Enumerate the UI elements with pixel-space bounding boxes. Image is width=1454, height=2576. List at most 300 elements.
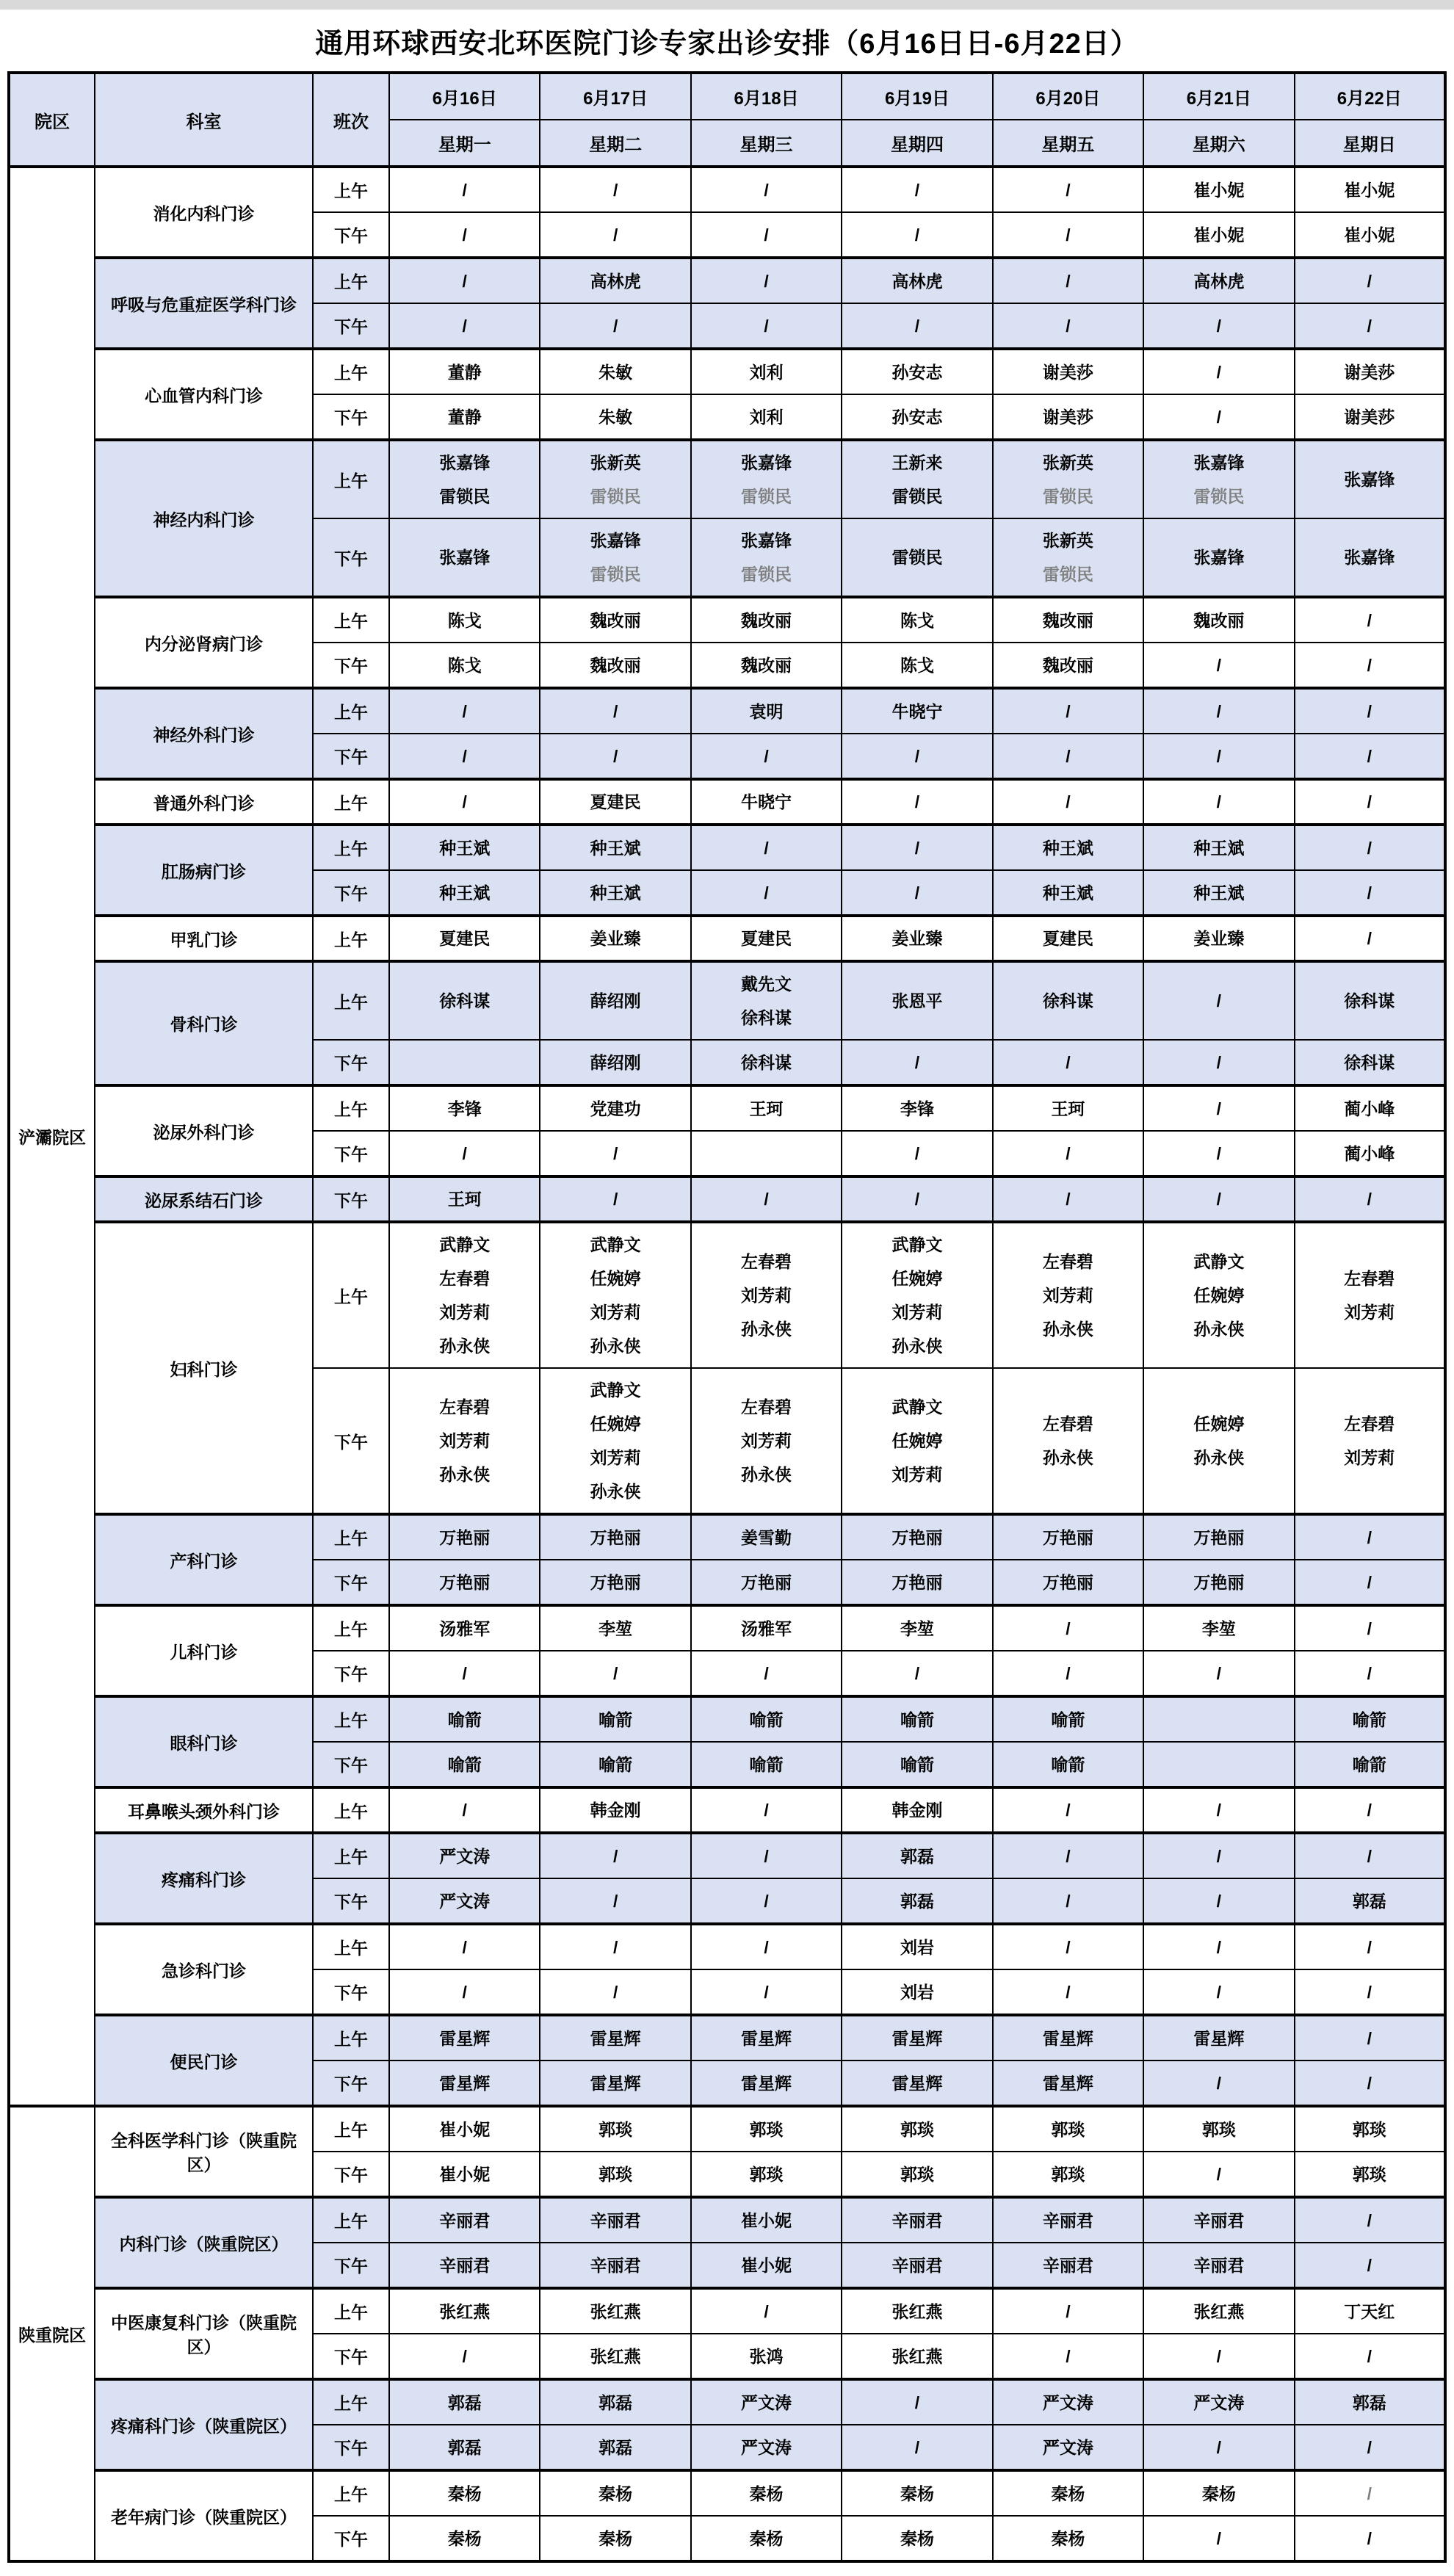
doctor-name: 雷锁民 bbox=[590, 487, 641, 506]
shift-cell: 上午 bbox=[313, 1222, 389, 1368]
doctor-name: 袁明 bbox=[749, 701, 784, 721]
doctor-name: 张红燕 bbox=[590, 2301, 641, 2321]
schedule-cell bbox=[389, 2516, 540, 2561]
no-clinic-slash: / bbox=[764, 838, 769, 858]
no-clinic-slash: / bbox=[764, 180, 769, 200]
doctor-name: 崔小妮 bbox=[741, 2210, 792, 2230]
schedule-cell bbox=[1295, 1924, 1445, 1969]
schedule-row bbox=[9, 2288, 1445, 2334]
doctor-name: 万艳丽 bbox=[590, 1572, 641, 1592]
doctor-name: 喻箭 bbox=[1352, 1754, 1386, 1774]
schedule-cell bbox=[691, 349, 842, 394]
doctor-name: 魏改丽 bbox=[1042, 655, 1093, 675]
doctor-name: 辛丽君 bbox=[1042, 2210, 1093, 2230]
schedule-row bbox=[9, 779, 1445, 825]
schedule-cell bbox=[389, 440, 540, 518]
schedule-cell bbox=[1143, 167, 1294, 212]
no-clinic-slash: / bbox=[1367, 1801, 1372, 1820]
no-clinic-slash: / bbox=[1216, 407, 1222, 427]
department-cell: 疼痛科门诊 bbox=[95, 1833, 313, 1924]
schedule-cell bbox=[842, 1787, 992, 1833]
schedule-cell bbox=[691, 2470, 842, 2516]
schedule-cell bbox=[1295, 779, 1445, 825]
schedule-cell bbox=[993, 212, 1143, 258]
no-clinic-slash: / bbox=[612, 1846, 618, 1866]
doctor-name: 孙永侠 bbox=[1193, 1448, 1245, 1467]
doctor-name: 喻箭 bbox=[447, 1710, 482, 1729]
doctor-name: 王新来 bbox=[891, 453, 943, 472]
doctor-name: 左春碧 bbox=[1344, 1269, 1395, 1288]
no-clinic-slash: / bbox=[612, 1891, 618, 1911]
no-clinic-slash: / bbox=[612, 1663, 618, 1683]
schedule-row bbox=[9, 1924, 1445, 1969]
doctor-name: 姜雪勤 bbox=[741, 1527, 792, 1547]
schedule-cell bbox=[1143, 1605, 1294, 1651]
schedule-cell bbox=[540, 1085, 690, 1131]
date-header-cell: 6月18日 bbox=[691, 73, 842, 120]
doctor-name: 雷锁民 bbox=[1042, 487, 1093, 506]
no-clinic-slash: / bbox=[1216, 316, 1222, 336]
doctor-name: 雷星辉 bbox=[741, 2028, 792, 2048]
shift-cell: 下午 bbox=[313, 1368, 389, 1514]
schedule-cell bbox=[691, 870, 842, 916]
schedule-cell bbox=[691, 2243, 842, 2288]
schedule-cell bbox=[691, 1696, 842, 1742]
shift-cell: 下午 bbox=[313, 870, 389, 916]
doctor-name: 辛丽君 bbox=[439, 2210, 491, 2230]
header-shift-cell: 班次 bbox=[313, 73, 389, 167]
schedule-cell bbox=[842, 1560, 992, 1605]
schedule-cell bbox=[842, 1969, 992, 2015]
schedule-cell bbox=[691, 825, 842, 870]
no-clinic-slash: / bbox=[914, 1663, 920, 1683]
schedule-row bbox=[9, 167, 1445, 212]
schedule-cell bbox=[993, 2470, 1143, 2516]
schedule-row bbox=[9, 1222, 1445, 1368]
no-clinic-slash: / bbox=[462, 180, 467, 200]
doctor-name: 左春碧 bbox=[439, 1269, 491, 1288]
schedule-cell bbox=[1143, 1924, 1294, 1969]
doctor-name: 严文涛 bbox=[1042, 2437, 1093, 2457]
doctor-name: 万艳丽 bbox=[1042, 1572, 1093, 1592]
doctor-name: 徐科谋 bbox=[741, 1052, 792, 1072]
doctor-name: 刘利 bbox=[749, 362, 784, 382]
shift-cell: 上午 bbox=[313, 440, 389, 518]
schedule-cell bbox=[389, 2106, 540, 2152]
no-clinic-slash: / bbox=[1216, 701, 1222, 721]
department-cell: 便民门诊 bbox=[95, 2015, 313, 2106]
schedule-body bbox=[9, 167, 1445, 2561]
shift-cell: 下午 bbox=[313, 734, 389, 779]
doctor-name: 雷星辉 bbox=[590, 2028, 641, 2048]
shift-cell: 上午 bbox=[313, 167, 389, 212]
doctor-name: 张嘉锋 bbox=[1344, 470, 1395, 489]
doctor-name: 郭磊 bbox=[598, 2437, 633, 2457]
no-clinic-slash: / bbox=[1367, 2255, 1372, 2275]
doctor-name: 种王斌 bbox=[439, 883, 491, 902]
doctor-name: 秦杨 bbox=[447, 2528, 482, 2548]
doctor-name: 辛丽君 bbox=[1042, 2255, 1093, 2275]
schedule-cell bbox=[842, 2516, 992, 2561]
no-clinic-slash: / bbox=[1216, 1663, 1222, 1683]
schedule-cell bbox=[1143, 349, 1294, 394]
schedule-cell bbox=[1143, 1787, 1294, 1833]
schedule-cell bbox=[389, 2015, 540, 2061]
department-cell: 产科门诊 bbox=[95, 1514, 313, 1605]
schedule-cell bbox=[1143, 870, 1294, 916]
schedule-row bbox=[9, 825, 1445, 870]
doctor-name: 蔺小峰 bbox=[1344, 1099, 1395, 1118]
schedule-cell bbox=[691, 961, 842, 1040]
schedule-cell bbox=[540, 212, 690, 258]
doctor-name: 严文涛 bbox=[439, 1891, 491, 1911]
schedule-cell bbox=[1295, 2197, 1445, 2243]
schedule-cell bbox=[993, 2197, 1143, 2243]
schedule-cell bbox=[389, 2197, 540, 2243]
schedule-cell bbox=[993, 2106, 1143, 2152]
no-clinic-slash: / bbox=[1066, 1846, 1071, 1866]
schedule-cell bbox=[691, 1131, 842, 1176]
schedule-cell bbox=[1295, 1222, 1445, 1368]
doctor-name: 武静文 bbox=[891, 1235, 943, 1254]
schedule-cell bbox=[691, 440, 842, 518]
no-clinic-slash: / bbox=[1066, 1982, 1071, 2002]
doctor-name: 郭磊 bbox=[447, 2437, 482, 2457]
doctor-name: 郭琰 bbox=[1352, 2164, 1386, 2184]
schedule-cell bbox=[540, 1787, 690, 1833]
doctor-name: 魏改丽 bbox=[590, 655, 641, 675]
doctor-name: 任婉婷 bbox=[590, 1414, 641, 1433]
doctor-name: 雷星辉 bbox=[590, 2073, 641, 2093]
doctor-name: 雷星辉 bbox=[439, 2028, 491, 2048]
schedule-cell bbox=[540, 1924, 690, 1969]
schedule-cell bbox=[540, 1560, 690, 1605]
schedule-cell bbox=[993, 2516, 1143, 2561]
doctor-name: 秦杨 bbox=[749, 2483, 784, 2503]
no-clinic-slash: / bbox=[1216, 991, 1222, 1010]
schedule-row bbox=[9, 258, 1445, 303]
schedule-cell bbox=[540, 1969, 690, 2015]
doctor-name: 郭磊 bbox=[1352, 2392, 1386, 2412]
doctor-name: 孙永侠 bbox=[439, 1465, 491, 1484]
schedule-cell bbox=[691, 1514, 842, 1560]
doctor-name: 刘芳莉 bbox=[741, 1431, 792, 1450]
shift-cell: 上午 bbox=[313, 1833, 389, 1878]
no-clinic-slash: / bbox=[462, 1143, 467, 1163]
doctor-name: 张嘉锋 bbox=[439, 453, 491, 472]
doctor-name: 蔺小峰 bbox=[1344, 1143, 1395, 1163]
schedule-cell bbox=[1143, 2197, 1294, 2243]
schedule-cell bbox=[842, 394, 992, 440]
schedule-cell bbox=[993, 518, 1143, 597]
date-header-cell: 6月19日 bbox=[842, 73, 992, 120]
department-cell: 急诊科门诊 bbox=[95, 1924, 313, 2015]
schedule-cell bbox=[842, 2061, 992, 2106]
doctor-name: 徐科谋 bbox=[741, 1008, 792, 1027]
doctor-name: 严文涛 bbox=[1193, 2392, 1245, 2412]
schedule-cell bbox=[1143, 2516, 1294, 2561]
schedule-cell bbox=[1295, 1605, 1445, 1651]
no-clinic-slash: / bbox=[1367, 883, 1372, 902]
schedule-cell bbox=[1143, 825, 1294, 870]
no-clinic-slash: / bbox=[462, 1937, 467, 1957]
schedule-cell bbox=[993, 643, 1143, 688]
no-clinic-slash: / bbox=[1367, 2528, 1372, 2548]
no-clinic-slash: / bbox=[914, 746, 920, 766]
date-header-cell: 6月17日 bbox=[540, 73, 690, 120]
schedule-row bbox=[9, 1605, 1445, 1651]
schedule-cell bbox=[993, 1787, 1143, 1833]
schedule-cell bbox=[842, 2334, 992, 2379]
shift-cell: 下午 bbox=[313, 1742, 389, 1787]
doctor-name: 董静 bbox=[447, 362, 482, 382]
shift-cell: 下午 bbox=[313, 2334, 389, 2379]
shift-cell: 下午 bbox=[313, 2243, 389, 2288]
no-clinic-slash: / bbox=[1066, 1663, 1071, 1683]
doctor-name: 魏改丽 bbox=[1042, 610, 1093, 630]
no-clinic-slash: / bbox=[462, 1663, 467, 1683]
doctor-name: 武静文 bbox=[1193, 1252, 1245, 1271]
schedule-cell bbox=[1295, 1040, 1445, 1085]
schedule-cell bbox=[691, 2334, 842, 2379]
schedule-cell bbox=[540, 440, 690, 518]
no-clinic-slash: / bbox=[914, 792, 920, 811]
doctor-name: 辛丽君 bbox=[891, 2210, 943, 2230]
schedule-cell bbox=[389, 258, 540, 303]
schedule-cell bbox=[389, 1176, 540, 1222]
schedule-cell bbox=[389, 2243, 540, 2288]
doctor-name: 雷锁民 bbox=[439, 487, 491, 506]
schedule-cell bbox=[1143, 597, 1294, 643]
no-clinic-slash: / bbox=[612, 316, 618, 336]
shift-cell: 上午 bbox=[313, 916, 389, 961]
schedule-cell bbox=[993, 440, 1143, 518]
doctor-name: 高林虎 bbox=[891, 271, 943, 291]
department-cell: 消化内科门诊 bbox=[95, 167, 313, 258]
schedule-cell bbox=[389, 303, 540, 349]
schedule-cell bbox=[842, 303, 992, 349]
schedule-row bbox=[9, 1696, 1445, 1742]
no-clinic-slash: / bbox=[1216, 1846, 1222, 1866]
no-clinic-slash: / bbox=[1216, 2073, 1222, 2093]
schedule-cell bbox=[993, 167, 1143, 212]
no-clinic-slash: / bbox=[1367, 2210, 1372, 2230]
schedule-cell bbox=[842, 597, 992, 643]
doctor-name: 左春碧 bbox=[741, 1397, 792, 1417]
schedule-cell bbox=[540, 2152, 690, 2197]
weekday-header-cell: 星期二 bbox=[540, 120, 690, 167]
schedule-cell bbox=[842, 2152, 992, 2197]
schedule-cell bbox=[389, 2152, 540, 2197]
department-cell: 疼痛科门诊（陕重院区） bbox=[95, 2379, 313, 2470]
schedule-cell bbox=[691, 1040, 842, 1085]
doctor-name: 张红燕 bbox=[891, 2346, 943, 2366]
schedule-cell bbox=[540, 1040, 690, 1085]
schedule-cell bbox=[842, 1833, 992, 1878]
schedule-cell bbox=[1295, 2061, 1445, 2106]
schedule-cell bbox=[842, 2379, 992, 2425]
doctor-name: 刘芳莉 bbox=[1344, 1303, 1395, 1322]
schedule-cell bbox=[842, 258, 992, 303]
no-clinic-slash: / bbox=[1216, 655, 1222, 675]
doctor-name: 秦杨 bbox=[598, 2483, 633, 2503]
date-header-cell: 6月16日 bbox=[389, 73, 540, 120]
doctor-name: 秦杨 bbox=[749, 2528, 784, 2548]
schedule-cell bbox=[842, 2425, 992, 2470]
doctor-name: 任婉婷 bbox=[891, 1431, 943, 1450]
schedule-cell bbox=[691, 2152, 842, 2197]
schedule-cell bbox=[389, 2425, 540, 2470]
no-clinic-slash: / bbox=[612, 1937, 618, 1957]
no-clinic-slash: / bbox=[1216, 1801, 1222, 1820]
schedule-cell bbox=[389, 1040, 540, 1085]
schedule-cell bbox=[842, 2015, 992, 2061]
doctor-name: 魏改丽 bbox=[1193, 610, 1245, 630]
schedule-cell bbox=[389, 779, 540, 825]
doctor-name: 雷星辉 bbox=[1042, 2073, 1093, 2093]
no-clinic-slash: / bbox=[612, 180, 618, 200]
no-clinic-slash: / bbox=[764, 2301, 769, 2321]
schedule-row bbox=[9, 1514, 1445, 1560]
schedule-cell bbox=[993, 1878, 1143, 1924]
schedule-cell bbox=[1143, 1742, 1294, 1787]
doctor-name: 徐科谋 bbox=[1344, 991, 1395, 1010]
no-clinic-slash: / bbox=[1367, 1937, 1372, 1957]
doctor-name: 种王斌 bbox=[590, 883, 641, 902]
doctor-name: 万艳丽 bbox=[891, 1572, 943, 1592]
no-clinic-slash: / bbox=[1367, 1190, 1372, 1209]
no-clinic-slash: / bbox=[462, 701, 467, 721]
shift-cell: 上午 bbox=[313, 1514, 389, 1560]
no-clinic-slash: / bbox=[1367, 2437, 1372, 2457]
schedule-cell bbox=[993, 2334, 1143, 2379]
schedule-cell bbox=[540, 349, 690, 394]
doctor-name: 喻箭 bbox=[598, 1710, 633, 1729]
doctor-name: 王珂 bbox=[749, 1099, 784, 1118]
schedule-cell bbox=[540, 916, 690, 961]
no-clinic-slash: / bbox=[1367, 1527, 1372, 1547]
shift-cell: 上午 bbox=[313, 688, 389, 734]
schedule-cell bbox=[1295, 303, 1445, 349]
doctor-name: 李堃 bbox=[900, 1618, 934, 1638]
date-header-cell: 6月22日 bbox=[1295, 73, 1445, 120]
schedule-cell bbox=[389, 167, 540, 212]
doctor-name: 郭琰 bbox=[749, 2164, 784, 2184]
no-clinic-slash: / bbox=[914, 1190, 920, 1209]
no-clinic-slash: / bbox=[764, 1937, 769, 1957]
doctor-name: 秦杨 bbox=[1051, 2528, 1085, 2548]
shift-cell: 下午 bbox=[313, 2152, 389, 2197]
schedule-cell bbox=[540, 1742, 690, 1787]
schedule-cell bbox=[993, 1176, 1143, 1222]
schedule-cell bbox=[993, 916, 1143, 961]
schedule-cell bbox=[691, 1560, 842, 1605]
doctor-name: 喻箭 bbox=[598, 1754, 633, 1774]
doctor-name: 崔小妮 bbox=[1193, 225, 1245, 245]
schedule-cell bbox=[1295, 2288, 1445, 2334]
no-clinic-slash: / bbox=[1216, 1143, 1222, 1163]
schedule-cell bbox=[389, 1514, 540, 1560]
doctor-name: 孙永侠 bbox=[891, 1336, 943, 1356]
schedule-cell bbox=[389, 2334, 540, 2379]
schedule-cell bbox=[993, 1833, 1143, 1878]
weekday-header-cell: 星期日 bbox=[1295, 120, 1445, 167]
schedule-cell bbox=[993, 2288, 1143, 2334]
schedule-cell bbox=[1143, 1176, 1294, 1222]
schedule-cell bbox=[993, 258, 1143, 303]
schedule-cell bbox=[1143, 1878, 1294, 1924]
doctor-name: 任婉婷 bbox=[590, 1269, 641, 1288]
doctor-name: 郭磊 bbox=[447, 2392, 482, 2412]
doctor-name: 汤雅军 bbox=[741, 1618, 792, 1638]
schedule-cell bbox=[842, 1514, 992, 1560]
department-cell: 泌尿系结石门诊 bbox=[95, 1176, 313, 1222]
doctor-name: 万艳丽 bbox=[891, 1527, 943, 1547]
schedule-cell bbox=[540, 2470, 690, 2516]
schedule-cell bbox=[1295, 1742, 1445, 1787]
department-cell: 呼吸与危重症医学科门诊 bbox=[95, 258, 313, 349]
schedule-cell bbox=[540, 2106, 690, 2152]
no-clinic-slash: / bbox=[1367, 701, 1372, 721]
schedule-cell bbox=[389, 688, 540, 734]
doctor-name: 夏建民 bbox=[590, 792, 641, 811]
schedule-cell bbox=[540, 1878, 690, 1924]
doctor-name: 左春碧 bbox=[1042, 1252, 1093, 1271]
schedule-cell bbox=[1143, 440, 1294, 518]
doctor-name: 万艳丽 bbox=[439, 1527, 491, 1547]
schedule-cell bbox=[540, 825, 690, 870]
doctor-name: 党建功 bbox=[590, 1099, 641, 1118]
no-clinic-slash: / bbox=[914, 1052, 920, 1072]
shift-cell: 上午 bbox=[313, 2288, 389, 2334]
no-clinic-slash: / bbox=[1216, 1052, 1222, 1072]
schedule-cell bbox=[540, 2243, 690, 2288]
no-clinic-slash: / bbox=[1216, 1891, 1222, 1911]
doctor-name: 武静文 bbox=[590, 1235, 641, 1254]
doctor-name: 秦杨 bbox=[1201, 2483, 1236, 2503]
doctor-name: 种王斌 bbox=[1042, 883, 1093, 902]
schedule-cell bbox=[1143, 2152, 1294, 2197]
department-cell: 神经外科门诊 bbox=[95, 688, 313, 779]
doctor-name: 丁天红 bbox=[1344, 2301, 1395, 2321]
schedule-cell bbox=[540, 2197, 690, 2243]
schedule-cell bbox=[993, 825, 1143, 870]
doctor-name: 孙永侠 bbox=[1193, 1320, 1245, 1339]
doctor-name: 辛丽君 bbox=[1193, 2210, 1245, 2230]
schedule-cell bbox=[1143, 1833, 1294, 1878]
schedule-cell bbox=[389, 734, 540, 779]
no-clinic-slash: / bbox=[764, 1801, 769, 1820]
schedule-cell bbox=[540, 597, 690, 643]
date-header-cell: 6月21日 bbox=[1143, 73, 1294, 120]
doctor-name: 朱敏 bbox=[598, 362, 633, 382]
schedule-cell bbox=[1295, 1651, 1445, 1696]
weekday-header-cell: 星期三 bbox=[691, 120, 842, 167]
doctor-name: 陈戈 bbox=[900, 610, 934, 630]
doctor-name: 张新英 bbox=[590, 453, 641, 472]
doctor-name: 万艳丽 bbox=[439, 1572, 491, 1592]
schedule-cell bbox=[842, 734, 992, 779]
no-clinic-slash: / bbox=[1066, 225, 1071, 245]
doctor-name: 刘芳莉 bbox=[1344, 1448, 1395, 1467]
schedule-cell bbox=[1143, 303, 1294, 349]
doctor-name: 严文涛 bbox=[741, 2437, 792, 2457]
weekday-header-cell: 星期一 bbox=[389, 120, 540, 167]
schedule-cell bbox=[540, 1833, 690, 1878]
no-clinic-slash: / bbox=[1367, 655, 1372, 675]
schedule-header bbox=[9, 73, 1445, 167]
schedule-cell bbox=[842, 825, 992, 870]
